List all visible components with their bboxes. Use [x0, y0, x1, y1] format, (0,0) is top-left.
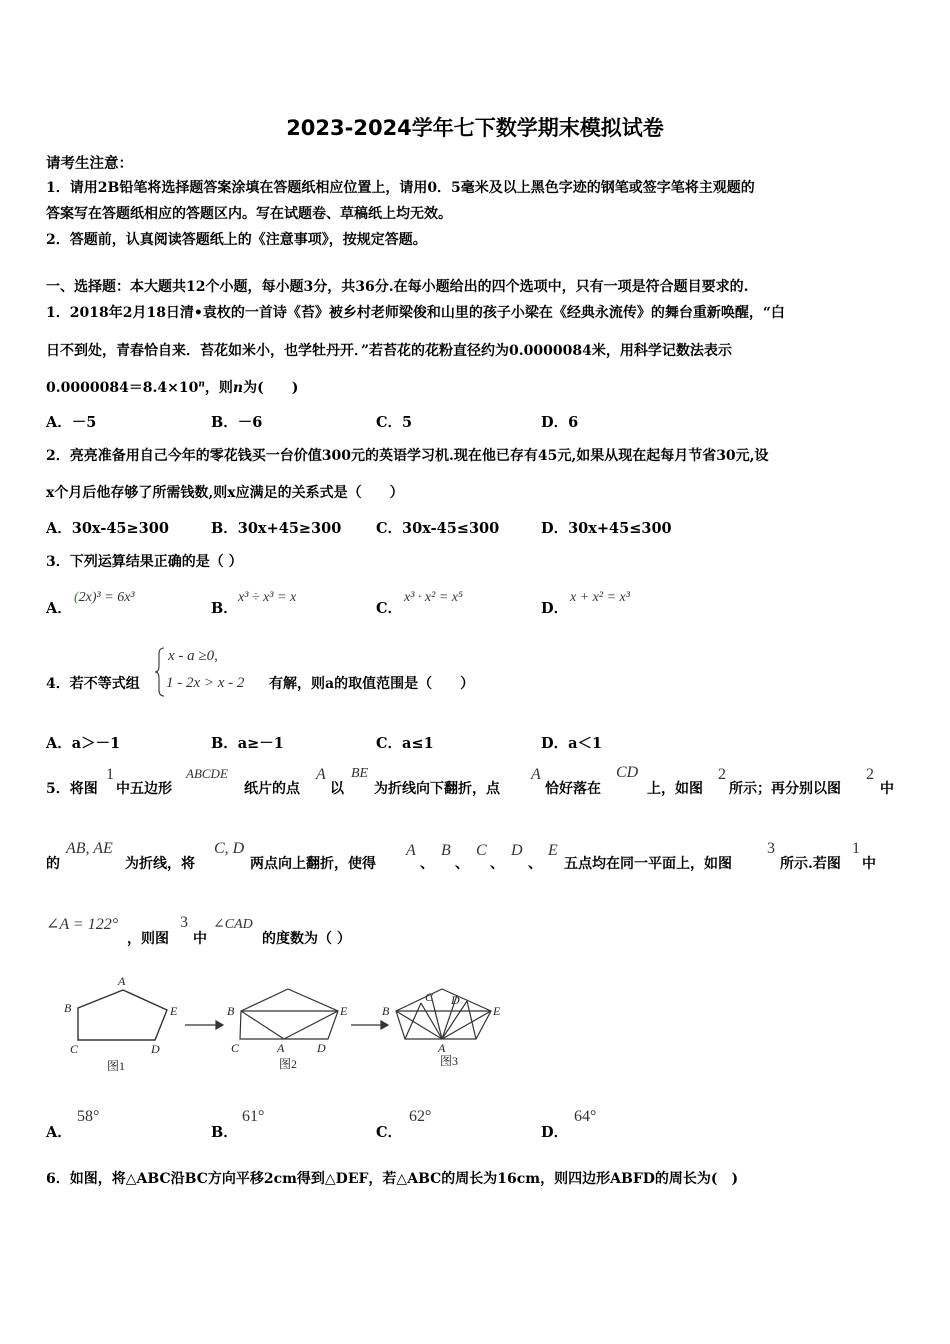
q5-l3-a: ，则图: [127, 931, 169, 947]
q1-option-a[interactable]: A．－5: [46, 414, 97, 431]
q5-l2-ABAE: AB, AE: [66, 840, 113, 857]
q1-ask: 为( ): [243, 380, 299, 396]
q5-option-c-value: 62°: [409, 1108, 432, 1125]
q3-stem: 3．下列运算结果正确的是（ ）: [46, 554, 243, 570]
q5-l2-pt-E: E: [548, 842, 558, 859]
q1-line-3: [46, 377, 298, 397]
q1-exponent: n: [198, 379, 205, 390]
figure-1: [78, 990, 167, 1040]
fig3-label-e: E: [493, 1004, 501, 1018]
fig1-label-c: C: [70, 1042, 79, 1056]
q5-l1-CD: CD: [616, 764, 639, 781]
q5-l2-sep-2: 、: [455, 856, 469, 872]
q2-option-b[interactable]: B．30x+45≥300: [211, 520, 342, 537]
fig1-caption: 图1: [107, 1059, 126, 1073]
q2-option-d[interactable]: D．30x+45≤300: [541, 520, 672, 537]
q5-figures: [55, 968, 515, 1078]
figure-3-outline: [396, 989, 491, 1039]
q3-option-d-label[interactable]: D．: [541, 600, 569, 617]
q5-l3-fig3: 3: [180, 914, 188, 931]
q5-l2-b: 为折线，将: [125, 856, 195, 872]
fig3-label-a: A: [438, 1041, 446, 1055]
q5-l2-d: 五点均在同一平面上，如图: [564, 856, 732, 872]
q4-option-b[interactable]: B．a≥－1: [211, 735, 284, 752]
q2-line-2: x个月后他存够了所需钱数,则x应满足的关系式是（ ）: [46, 485, 404, 501]
q3-option-b-label[interactable]: B．: [211, 600, 238, 617]
q5-l2-pt-C: C: [476, 842, 487, 859]
q1-then: ，则: [204, 380, 233, 396]
q5-l1-e: 为折线向下翻折，点: [374, 781, 500, 797]
q5-l3-angle: ∠A = 122°: [46, 916, 119, 933]
q5-l2-f: 中: [862, 856, 876, 872]
q5-l1-h: 所示；再分别以图: [729, 781, 841, 797]
q1-line-2: 日不到处，青春恰自来．苔花如米小，也学牡丹开．”若苔花的花粉直径约为0.0000084米，用科学记数法表示: [46, 343, 732, 359]
fig2-caption: 图2: [279, 1057, 298, 1071]
q3-option-a-label[interactable]: A．: [46, 600, 72, 617]
q3-option-d-expr: x + x² = x³: [570, 590, 630, 605]
q5-l1-i: 中: [880, 781, 894, 797]
q1-variable: n: [232, 380, 244, 396]
q1-expr: 0.0000084＝8.4×10: [46, 380, 199, 396]
q5-l1-f: 恰好落在: [545, 781, 601, 797]
q5-l1-A: A: [316, 766, 326, 783]
fig3-label-c: C: [425, 990, 434, 1004]
fig2-label-b: B: [227, 1004, 235, 1018]
q5-l1-b: 中五边形: [116, 781, 172, 797]
arrow-1: [185, 1021, 223, 1029]
q5-l1-A2: A: [531, 766, 541, 783]
fig1-label-a: A: [118, 974, 126, 988]
q1-option-b[interactable]: B．－6: [211, 414, 263, 431]
q5-l2-sep-3: 、: [490, 856, 504, 872]
q5-option-c-label[interactable]: C．: [376, 1124, 403, 1141]
fig2-label-c: C: [231, 1041, 240, 1055]
fig2-label-d: D: [317, 1041, 326, 1055]
notice-heading: 请考生注意：: [46, 155, 133, 172]
q5-l2-fig1: 1: [852, 840, 860, 857]
q3-option-c-expr: x³ · x² = x⁵: [404, 590, 463, 605]
q5-l1-c: 纸片的点: [244, 781, 300, 797]
q4-inequality-2: 1 - 2x > x - 2: [166, 675, 245, 691]
q5-l2-pt-B: B: [441, 842, 451, 859]
q5-l3-b: 中: [193, 931, 207, 947]
q5-l1-BE: BE: [351, 766, 369, 781]
q4-option-c[interactable]: C．a≤1: [376, 735, 434, 752]
notice-line-2: 2．答题前，认真阅读答题纸上的《注意事项》，按规定答题。: [46, 232, 427, 248]
figure-2: [240, 989, 338, 1039]
notice-line-1b: 答案写在答题纸相应的答题区内。写在试题卷、草稿纸上均无效。: [46, 206, 452, 222]
q5-l1-fig2: 2: [718, 766, 726, 783]
q5-l2-e: 所示.若图: [780, 856, 841, 872]
section-heading: 一、选择题：本大题共12个小题，每小题3分，共36分.在每小题给出的四个选项中，只有一项是符合题目要求的.: [46, 279, 749, 295]
q3-option-c-label[interactable]: C．: [376, 600, 403, 617]
q4-pre: 4．若不等式组: [46, 676, 140, 692]
q5-option-b-value: 61°: [242, 1108, 265, 1125]
q4-option-a[interactable]: A．a＞－1: [46, 735, 121, 752]
q1-option-d[interactable]: D．6: [541, 414, 579, 431]
q5-l1-poly: ABCDE: [186, 766, 228, 781]
notice-line-1a: 1．请用2B铅笔将选择题答案涂填在答题纸相应位置上，请用0．5毫米及以上黑色字迹的钢笔或签字笔将主观题的: [46, 180, 755, 196]
fig1-label-d: D: [151, 1042, 160, 1056]
q5-l2-pt-D: D: [511, 842, 523, 859]
q1-line-1: 1．2018年2月18日清•袁枚的一首诗《苔》被乡村老师梁俊和山里的孩子小梁在《经典永流传》的舞台重新唤醒，“白: [46, 305, 785, 321]
q5-l1-fig1: 1: [106, 766, 114, 783]
page-title: 2023-2024学年七下数学期末模拟试卷: [286, 116, 664, 140]
figure-2-outline: [240, 989, 338, 1039]
q5-option-d-value: 64°: [574, 1108, 597, 1125]
q5-option-d-label[interactable]: D．: [541, 1124, 569, 1141]
q5-l2-sep-1: 、: [420, 856, 434, 872]
q5-option-a-label[interactable]: A．: [46, 1124, 72, 1141]
q5-l2-fig3: 3: [767, 840, 775, 857]
q4-brace: [154, 646, 166, 698]
q5-l3-cad: ∠CAD: [213, 917, 253, 932]
q4-inequality-1: x - a ≥0,: [168, 648, 218, 664]
q2-option-c[interactable]: C．30x-45≤300: [376, 520, 500, 537]
q5-l1-g: 上，如图: [647, 781, 703, 797]
q5-l1-d: 以: [330, 781, 344, 797]
q5-l3-c: 的度数为（ ）: [262, 931, 351, 947]
q1-option-c[interactable]: C．5: [376, 414, 413, 431]
fig2-label-e: E: [340, 1004, 348, 1018]
q4-post: 有解，则a的取值范围是（ ）: [269, 676, 475, 692]
arrow-2: [351, 1021, 388, 1029]
q2-line-1: 2．亮亮准备用自己今年的零花钱买一台价值300元的英语学习机.现在他已存有45元,如果从现在起每月节省30元,设: [46, 448, 769, 464]
q5-l2-a: 的: [46, 856, 60, 872]
q5-option-b-label[interactable]: B．: [211, 1124, 238, 1141]
q4-option-d[interactable]: D．a＜1: [541, 735, 603, 752]
q5-option-a-value: 58°: [77, 1108, 100, 1125]
fig1-label-e: E: [170, 1004, 178, 1018]
q2-option-a[interactable]: A．30x-45≥300: [46, 520, 169, 537]
q5-l1-fig2b: 2: [866, 766, 874, 783]
q6-stem: 6．如图，将△ABC沿BC方向平移2cm得到△DEF，若△ABC的周长为16cm，则四边形ABFD的周长为( ): [46, 1171, 739, 1187]
figure-1-pentagon: [78, 990, 167, 1040]
q5-l2-CD: C, D: [214, 840, 245, 857]
q5-l2-pt-A: A: [406, 842, 416, 859]
q3-option-a-expr: (2x)³ = 6x³: [74, 590, 135, 605]
figure-3: [396, 989, 491, 1039]
fig1-label-b: B: [64, 1001, 72, 1015]
q5-l1-a: 5．将图: [46, 781, 98, 797]
fig2-label-a: A: [277, 1041, 285, 1055]
fig3-label-b: B: [382, 1004, 390, 1018]
q5-l2-c: 两点向上翻折，使得: [250, 856, 376, 872]
q3-option-b-expr: x³ ÷ x³ = x: [238, 590, 297, 605]
q5-l2-sep-4: 、: [528, 856, 542, 872]
fig3-caption: 图3: [440, 1054, 459, 1068]
fig3-label-d: D: [451, 993, 460, 1007]
